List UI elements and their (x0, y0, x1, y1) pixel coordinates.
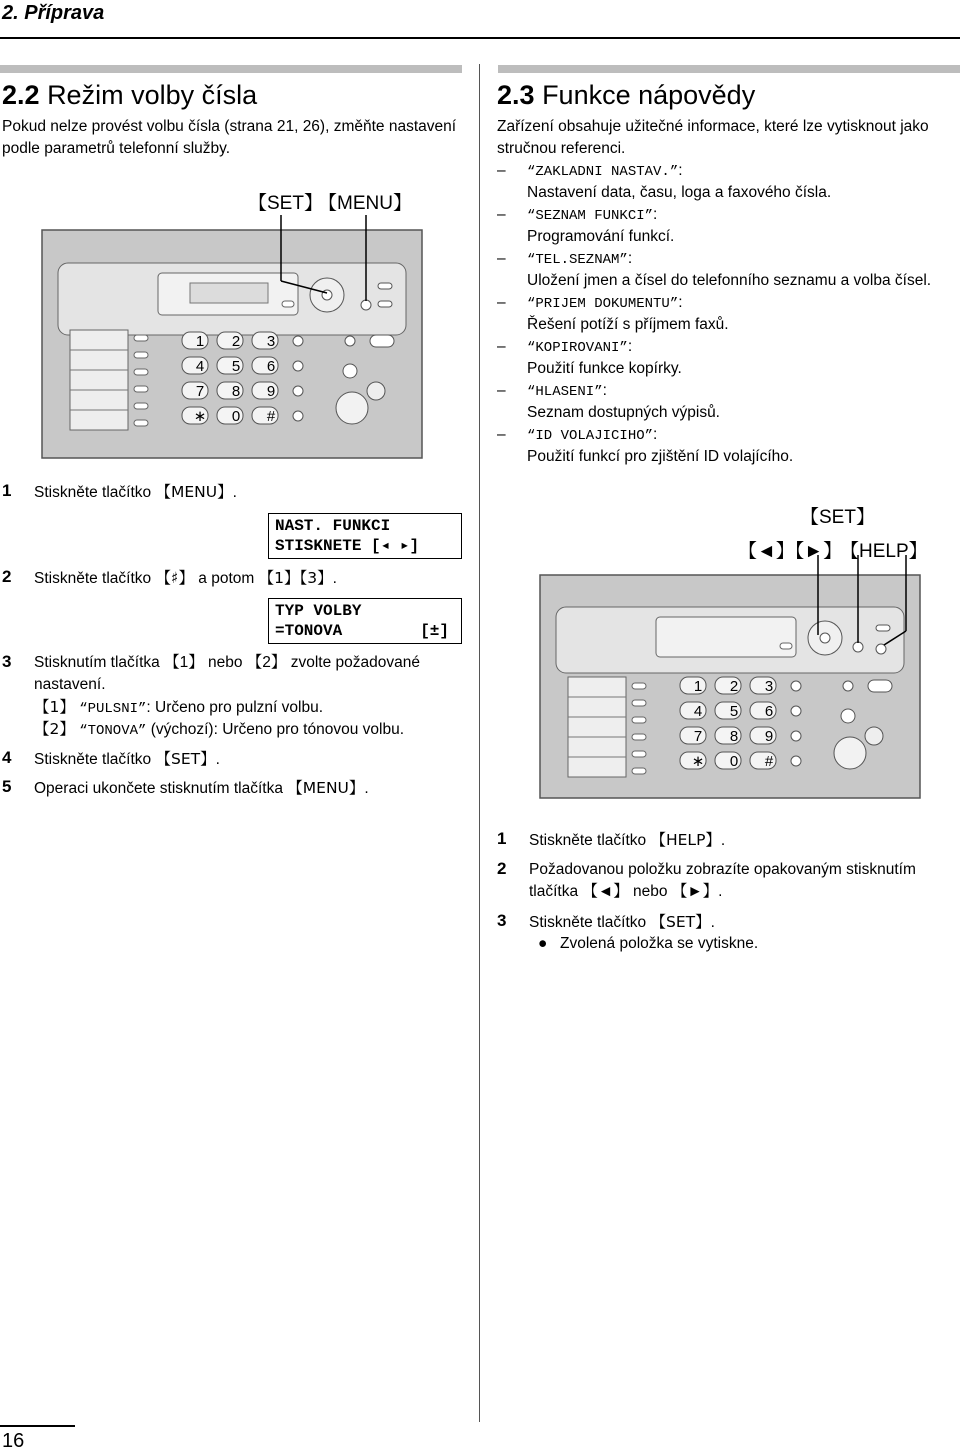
colon: : (678, 162, 683, 179)
step-4-text (34, 748, 220, 771)
svg-text:7: 7 (693, 728, 703, 745)
key-menu: 【MENU】 (287, 779, 365, 797)
help-desc: Nastavení data, času, loga a faxového čísla. (527, 184, 832, 201)
lcd-display-2 (268, 598, 462, 644)
svg-text:#: # (764, 753, 774, 770)
section-title-2-2 (2, 80, 257, 111)
lcd2-line-2: =TONOVA (275, 622, 343, 640)
section-heading: Režim volby čísla (47, 80, 258, 110)
fig-label-menu: 【MENU】 (318, 193, 412, 214)
svg-text:3: 3 (266, 333, 276, 350)
section-bar-left (0, 65, 462, 73)
help-desc: Použití funkce kopírky. (527, 360, 682, 377)
step-text-part: Stiskněte tlačítko (529, 914, 651, 931)
option-code: “TONOVA” (79, 723, 147, 739)
key-1: 【1】 (34, 698, 75, 716)
step-number: 1 (497, 829, 507, 848)
section-title-2-3 (497, 80, 755, 111)
dash: – (497, 294, 506, 311)
colon: : (653, 206, 658, 223)
dash: – (497, 250, 506, 267)
svg-text:1: 1 (195, 333, 205, 350)
help-intro-line-1: Zařízení obsahuje užitečné informace, které lze vytisknout jako (497, 118, 929, 135)
svg-text:5: 5 (231, 358, 241, 375)
fig-label-set: 【SET】 (248, 193, 323, 214)
help-desc: Programování funkcí. (527, 228, 675, 245)
colon: : (653, 426, 658, 443)
step-text-part: Stiskněte tlačítko (529, 832, 651, 849)
svg-text:9: 9 (266, 383, 276, 400)
fig-label-set-right: 【SET】 (800, 507, 875, 528)
section-heading: Funkce nápovědy (542, 80, 756, 110)
step-number: 4 (2, 748, 12, 767)
step-text-part: Stiskněte tlačítko (34, 484, 156, 501)
dash: – (497, 426, 506, 443)
section-bar-right (498, 65, 960, 73)
help-step-3-text (529, 911, 715, 934)
step-text-part: . (232, 484, 237, 501)
svg-text:6: 6 (764, 703, 774, 720)
step-2-text (34, 567, 337, 590)
svg-text:3: 3 (764, 678, 774, 695)
help-code: “SEZNAM FUNKCI” (527, 208, 654, 224)
footer-rule (0, 1425, 75, 1427)
help-desc: Seznam dostupných výpisů. (527, 404, 720, 421)
step-text-part: Stiskněte tlačítko (34, 570, 156, 587)
step-text-part: Operaci ukončete stisknutím tlačítka (34, 780, 288, 797)
svg-text:4: 4 (195, 358, 205, 375)
help-desc: Řešení potíží s příjmem faxů. (527, 316, 729, 333)
dash: – (497, 338, 506, 355)
step-number: 3 (497, 911, 507, 930)
step-text-part: a potom (194, 570, 259, 587)
svg-text:8: 8 (231, 383, 241, 400)
help-step-2-line-2: tlačítka 【◄】 nebo 【►】. (529, 883, 723, 900)
help-code: “PRIJEM DOKUMENTU” (527, 296, 679, 312)
intro-line-2: podle parametrů telefonní služby. (2, 140, 231, 157)
help-code: “ID VOLAJICIHO” (527, 428, 654, 444)
svg-text:#: # (266, 408, 276, 425)
bullet-text: Zvolená položka se vytiskne. (560, 935, 759, 952)
svg-text:5: 5 (729, 703, 739, 720)
key-menu: 【MENU】 (155, 483, 233, 501)
help-intro-line-2: stručnou referenci. (497, 140, 626, 157)
help-code: “HLASENI” (527, 384, 603, 400)
fig-label-arrows: 【◄】【►】 (738, 541, 843, 562)
svg-text:2: 2 (231, 333, 241, 350)
lcd-display-1 (268, 513, 462, 559)
lcd2-hint: [±] (420, 622, 449, 640)
colon: : (627, 338, 633, 355)
help-step-1-text (529, 829, 725, 852)
step-1-text (34, 481, 237, 504)
key-set: 【SET】 (155, 750, 216, 768)
svg-text:0: 0 (231, 408, 241, 425)
svg-text:7: 7 (195, 383, 205, 400)
lcd1-line-2: STISKNETE [◂ ▸] (275, 537, 420, 555)
step-number: 2 (497, 859, 507, 878)
help-desc: Uložení jmen a čísel do telefonního seznamu a volba čísel. (527, 272, 932, 289)
svg-text:∗: ∗ (691, 753, 705, 770)
section-number: 2.3 (497, 80, 535, 110)
svg-text:0: 0 (729, 753, 739, 770)
intro-line-1: Pokud nelze provést volbu čísla (strana 21, 26), změňte nastavení (2, 118, 457, 135)
fax-machine-illustration-right (538, 555, 923, 800)
fig-label-help: 【HELP】 (840, 541, 928, 562)
key-1-3: 【1】【3】 (258, 569, 333, 587)
step-text-part: . (332, 570, 337, 587)
section-number: 2.2 (2, 80, 40, 110)
option-desc: (výchozí): Určeno pro tónovou volbu. (146, 721, 405, 738)
step-3-line-1: Stisknutím tlačítka 【1】 nebo 【2】 zvolte požadované (34, 654, 420, 671)
help-code: “KOPIROVANI” (527, 340, 628, 356)
option-desc: : Určeno pro pulzní volbu. (146, 699, 324, 716)
colon: : (678, 294, 683, 311)
dash: – (497, 162, 506, 179)
help-step-2-line-1: Požadovanou položku zobrazíte opakovaným stisknutím (529, 861, 916, 878)
lcd1-line-1: NAST. FUNKCI (275, 517, 391, 535)
step-5-text (34, 777, 369, 800)
fax-machine-illustration (40, 215, 425, 460)
help-code: “ZAKLADNI NASTAV.” (527, 164, 679, 180)
colon: : (627, 250, 633, 267)
header-rule (0, 37, 960, 39)
key-set: 【SET】 (650, 913, 711, 931)
svg-text:2: 2 (729, 678, 739, 695)
step-number: 5 (2, 777, 12, 796)
help-code: “TEL.SEZNAM” (527, 252, 628, 268)
svg-text:4: 4 (693, 703, 703, 720)
svg-text:1: 1 (693, 678, 703, 695)
step-text-part: . (720, 832, 726, 849)
column-divider (479, 64, 480, 1422)
colon: : (602, 382, 607, 399)
step-number: 1 (2, 481, 12, 500)
page-number: 16 (2, 1430, 25, 1452)
bullet-icon: ● (538, 935, 548, 952)
svg-text:8: 8 (729, 728, 739, 745)
step-text-part: Stiskněte tlačítko (34, 751, 156, 768)
svg-text:9: 9 (764, 728, 774, 745)
dash: – (497, 206, 506, 223)
key-2: 【2】 (34, 720, 75, 738)
option-pulsni (34, 696, 323, 720)
key-hash: 【♯】 (155, 569, 194, 587)
help-desc: Použití funkcí pro zjištění ID volajícího. (527, 448, 794, 465)
step-text-part: . (710, 914, 715, 931)
svg-text:6: 6 (266, 358, 276, 375)
dash: – (497, 382, 506, 399)
key-help: 【HELP】 (650, 831, 721, 849)
option-code: “PULSNI” (79, 701, 147, 717)
step-text-part: . (364, 780, 369, 797)
step-text-part: . (215, 751, 220, 768)
step-number: 3 (2, 652, 12, 671)
svg-text:∗: ∗ (193, 408, 207, 425)
option-tonova (34, 718, 404, 742)
step-3-line-2: nastavení. (34, 676, 106, 693)
lcd2-line-1: TYP VOLBY (275, 602, 362, 620)
step-number: 2 (2, 567, 12, 586)
page-header-title: 2. Příprava (2, 2, 105, 24)
